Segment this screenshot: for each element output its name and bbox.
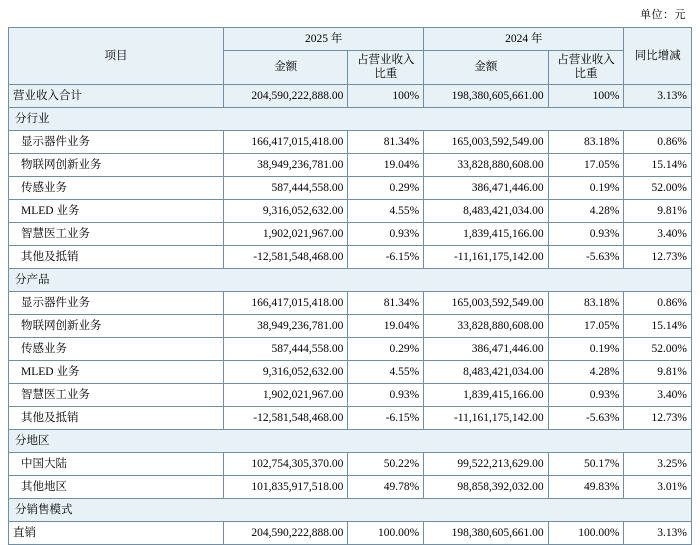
row-amount-2025: -12,581,548,468.00 xyxy=(224,406,348,429)
table-row xyxy=(9,521,692,544)
row-ratio-2024: 83.18% xyxy=(548,291,624,314)
header-ratio-2024 xyxy=(548,51,624,85)
header-ratio-2025-line2: 比重 xyxy=(374,68,398,81)
row-label: 传感业务 xyxy=(9,176,224,199)
row-amount-2025: 1,902,021,967.00 xyxy=(224,222,348,245)
row-yoy: 3.13% xyxy=(624,521,692,544)
row-label: 其他及抵销 xyxy=(9,406,224,429)
header-ratio-2024-line1: 占营业收入 xyxy=(557,54,615,66)
header-yoy-label: 同比增减 xyxy=(634,49,681,62)
row-ratio-2024: 0.93% xyxy=(548,222,624,245)
row-ratio-2024: 0.19% xyxy=(548,176,624,199)
row-ratio-2024: 100.00% xyxy=(548,521,624,544)
row-amount-2024: 8,483,421,034.00 xyxy=(424,360,548,383)
header-year-2024: 2024 年 xyxy=(424,28,624,51)
table-row xyxy=(9,130,692,153)
row-amount-2025: 204,590,222,888.00 xyxy=(224,84,348,107)
header-year-2025: 2025 年 xyxy=(224,28,424,51)
row-ratio-2024: -5.63% xyxy=(548,245,624,268)
row-yoy: 12.73% xyxy=(624,245,692,268)
row-ratio-2025: 100.00% xyxy=(348,521,424,544)
row-amount-2024: 386,471,446.00 xyxy=(424,176,548,199)
row-amount-2025: -12,581,548,468.00 xyxy=(224,245,348,268)
row-amount-2024: 99,522,213,629.00 xyxy=(424,452,548,475)
table-row xyxy=(9,153,692,176)
row-yoy: 0.86% xyxy=(624,130,692,153)
header-ratio-2025 xyxy=(348,51,424,85)
table-header xyxy=(9,28,692,85)
row-ratio-2025: 49.78% xyxy=(348,475,424,498)
table-body xyxy=(9,84,692,544)
row-amount-2025: 102,754,305,370.00 xyxy=(224,452,348,475)
row-ratio-2025: 4.55% xyxy=(348,360,424,383)
row-ratio-2025: -6.15% xyxy=(348,406,424,429)
row-amount-2025: 204,590,222,888.00 xyxy=(224,521,348,544)
table-row xyxy=(9,245,692,268)
row-amount-2025: 9,316,052,632.00 xyxy=(224,199,348,222)
row-ratio-2025: 19.04% xyxy=(348,153,424,176)
row-ratio-2025: 19.04% xyxy=(348,314,424,337)
row-ratio-2025: 0.29% xyxy=(348,176,424,199)
row-label: 智慧医工业务 xyxy=(9,222,224,245)
table-row xyxy=(9,475,692,498)
row-ratio-2024: 17.05% xyxy=(548,153,624,176)
row-label: 其他地区 xyxy=(9,475,224,498)
row-label: 智慧医工业务 xyxy=(9,383,224,406)
row-amount-2024: 198,380,605,661.00 xyxy=(424,84,548,107)
table-row xyxy=(9,498,692,521)
row-label: 直销 xyxy=(9,521,224,544)
row-ratio-2025: 0.29% xyxy=(348,337,424,360)
row-ratio-2024: 50.17% xyxy=(548,452,624,475)
row-label: 中国大陆 xyxy=(9,452,224,475)
row-amount-2025: 1,902,021,967.00 xyxy=(224,383,348,406)
row-amount-2024: 98,858,392,032.00 xyxy=(424,475,548,498)
row-ratio-2024: -5.63% xyxy=(548,406,624,429)
table-row xyxy=(9,268,692,291)
table-row xyxy=(9,199,692,222)
table-row xyxy=(9,452,692,475)
row-label: 物联网创新业务 xyxy=(9,314,224,337)
row-amount-2025: 587,444,558.00 xyxy=(224,176,348,199)
revenue-breakdown-table xyxy=(8,27,692,545)
row-ratio-2024: 4.28% xyxy=(548,199,624,222)
section-label: 分地区 xyxy=(9,429,692,452)
row-yoy: 0.86% xyxy=(624,291,692,314)
row-yoy: 9.81% xyxy=(624,360,692,383)
table-row xyxy=(9,176,692,199)
row-ratio-2024: 4.28% xyxy=(548,360,624,383)
row-label: MLED 业务 xyxy=(9,199,224,222)
row-label: 物联网创新业务 xyxy=(9,153,224,176)
row-amount-2025: 38,949,236,781.00 xyxy=(224,153,348,176)
row-amount-2025: 9,316,052,632.00 xyxy=(224,360,348,383)
row-ratio-2024: 83.18% xyxy=(548,130,624,153)
header-amount-2025: 金额 xyxy=(224,51,348,85)
row-ratio-2025: 0.93% xyxy=(348,222,424,245)
table-row xyxy=(9,291,692,314)
header-ratio-2025-line1: 占营业收入 xyxy=(357,54,415,66)
row-label: 营业收入合计 xyxy=(9,84,224,107)
row-amount-2024: 1,839,415,166.00 xyxy=(424,222,548,245)
section-label: 分行业 xyxy=(9,107,692,130)
row-ratio-2025: -6.15% xyxy=(348,245,424,268)
row-amount-2025: 166,417,015,418.00 xyxy=(224,291,348,314)
row-label: 显示器件业务 xyxy=(9,130,224,153)
row-label: 显示器件业务 xyxy=(9,291,224,314)
row-ratio-2024: 0.19% xyxy=(548,337,624,360)
row-amount-2024: 198,380,605,661.00 xyxy=(424,521,548,544)
table-header-row-1 xyxy=(9,28,692,51)
table-row xyxy=(9,84,692,107)
row-label: 传感业务 xyxy=(9,337,224,360)
row-ratio-2025: 4.55% xyxy=(348,199,424,222)
row-label: MLED 业务 xyxy=(9,360,224,383)
table-row xyxy=(9,383,692,406)
row-yoy: 3.25% xyxy=(624,452,692,475)
row-amount-2024: 8,483,421,034.00 xyxy=(424,199,548,222)
table-row xyxy=(9,222,692,245)
row-yoy: 15.14% xyxy=(624,153,692,176)
row-amount-2024: -11,161,175,142.00 xyxy=(424,406,548,429)
header-amount-2024: 金额 xyxy=(424,51,548,85)
row-ratio-2024: 17.05% xyxy=(548,314,624,337)
row-amount-2025: 38,949,236,781.00 xyxy=(224,314,348,337)
table-row xyxy=(9,314,692,337)
table-row xyxy=(9,406,692,429)
row-yoy: 9.81% xyxy=(624,199,692,222)
row-amount-2024: 165,003,592,549.00 xyxy=(424,291,548,314)
section-label: 分产品 xyxy=(9,268,692,291)
table-row xyxy=(9,337,692,360)
row-ratio-2025: 0.93% xyxy=(348,383,424,406)
row-ratio-2025: 50.22% xyxy=(348,452,424,475)
table-row xyxy=(9,107,692,130)
row-ratio-2025: 81.34% xyxy=(348,291,424,314)
row-amount-2024: 33,828,880,608.00 xyxy=(424,314,548,337)
table-row xyxy=(9,360,692,383)
row-amount-2024: 165,003,592,549.00 xyxy=(424,130,548,153)
header-yoy xyxy=(624,28,692,85)
row-label: 其他及抵销 xyxy=(9,245,224,268)
row-yoy: 52.00% xyxy=(624,337,692,360)
row-amount-2024: 386,471,446.00 xyxy=(424,337,548,360)
row-ratio-2024: 49.83% xyxy=(548,475,624,498)
row-ratio-2025: 100% xyxy=(348,84,424,107)
section-label: 分销售模式 xyxy=(9,498,692,521)
row-amount-2024: 33,828,880,608.00 xyxy=(424,153,548,176)
row-amount-2025: 166,417,015,418.00 xyxy=(224,130,348,153)
row-yoy: 52.00% xyxy=(624,176,692,199)
row-ratio-2024: 0.93% xyxy=(548,383,624,406)
row-amount-2025: 101,835,917,518.00 xyxy=(224,475,348,498)
row-yoy: 3.40% xyxy=(624,222,692,245)
header-ratio-2024-line2: 比重 xyxy=(574,68,598,81)
row-ratio-2025: 81.34% xyxy=(348,130,424,153)
row-amount-2025: 587,444,558.00 xyxy=(224,337,348,360)
row-ratio-2024: 100% xyxy=(548,84,624,107)
unit-note: 单位：元 xyxy=(640,9,686,21)
row-yoy: 3.01% xyxy=(624,475,692,498)
table-row xyxy=(9,429,692,452)
row-yoy: 3.40% xyxy=(624,383,692,406)
header-item: 项目 xyxy=(9,28,224,85)
row-yoy: 15.14% xyxy=(624,314,692,337)
row-amount-2024: -11,161,175,142.00 xyxy=(424,245,548,268)
row-yoy: 3.13% xyxy=(624,84,692,107)
row-yoy: 12.73% xyxy=(624,406,692,429)
row-amount-2024: 1,839,415,166.00 xyxy=(424,383,548,406)
